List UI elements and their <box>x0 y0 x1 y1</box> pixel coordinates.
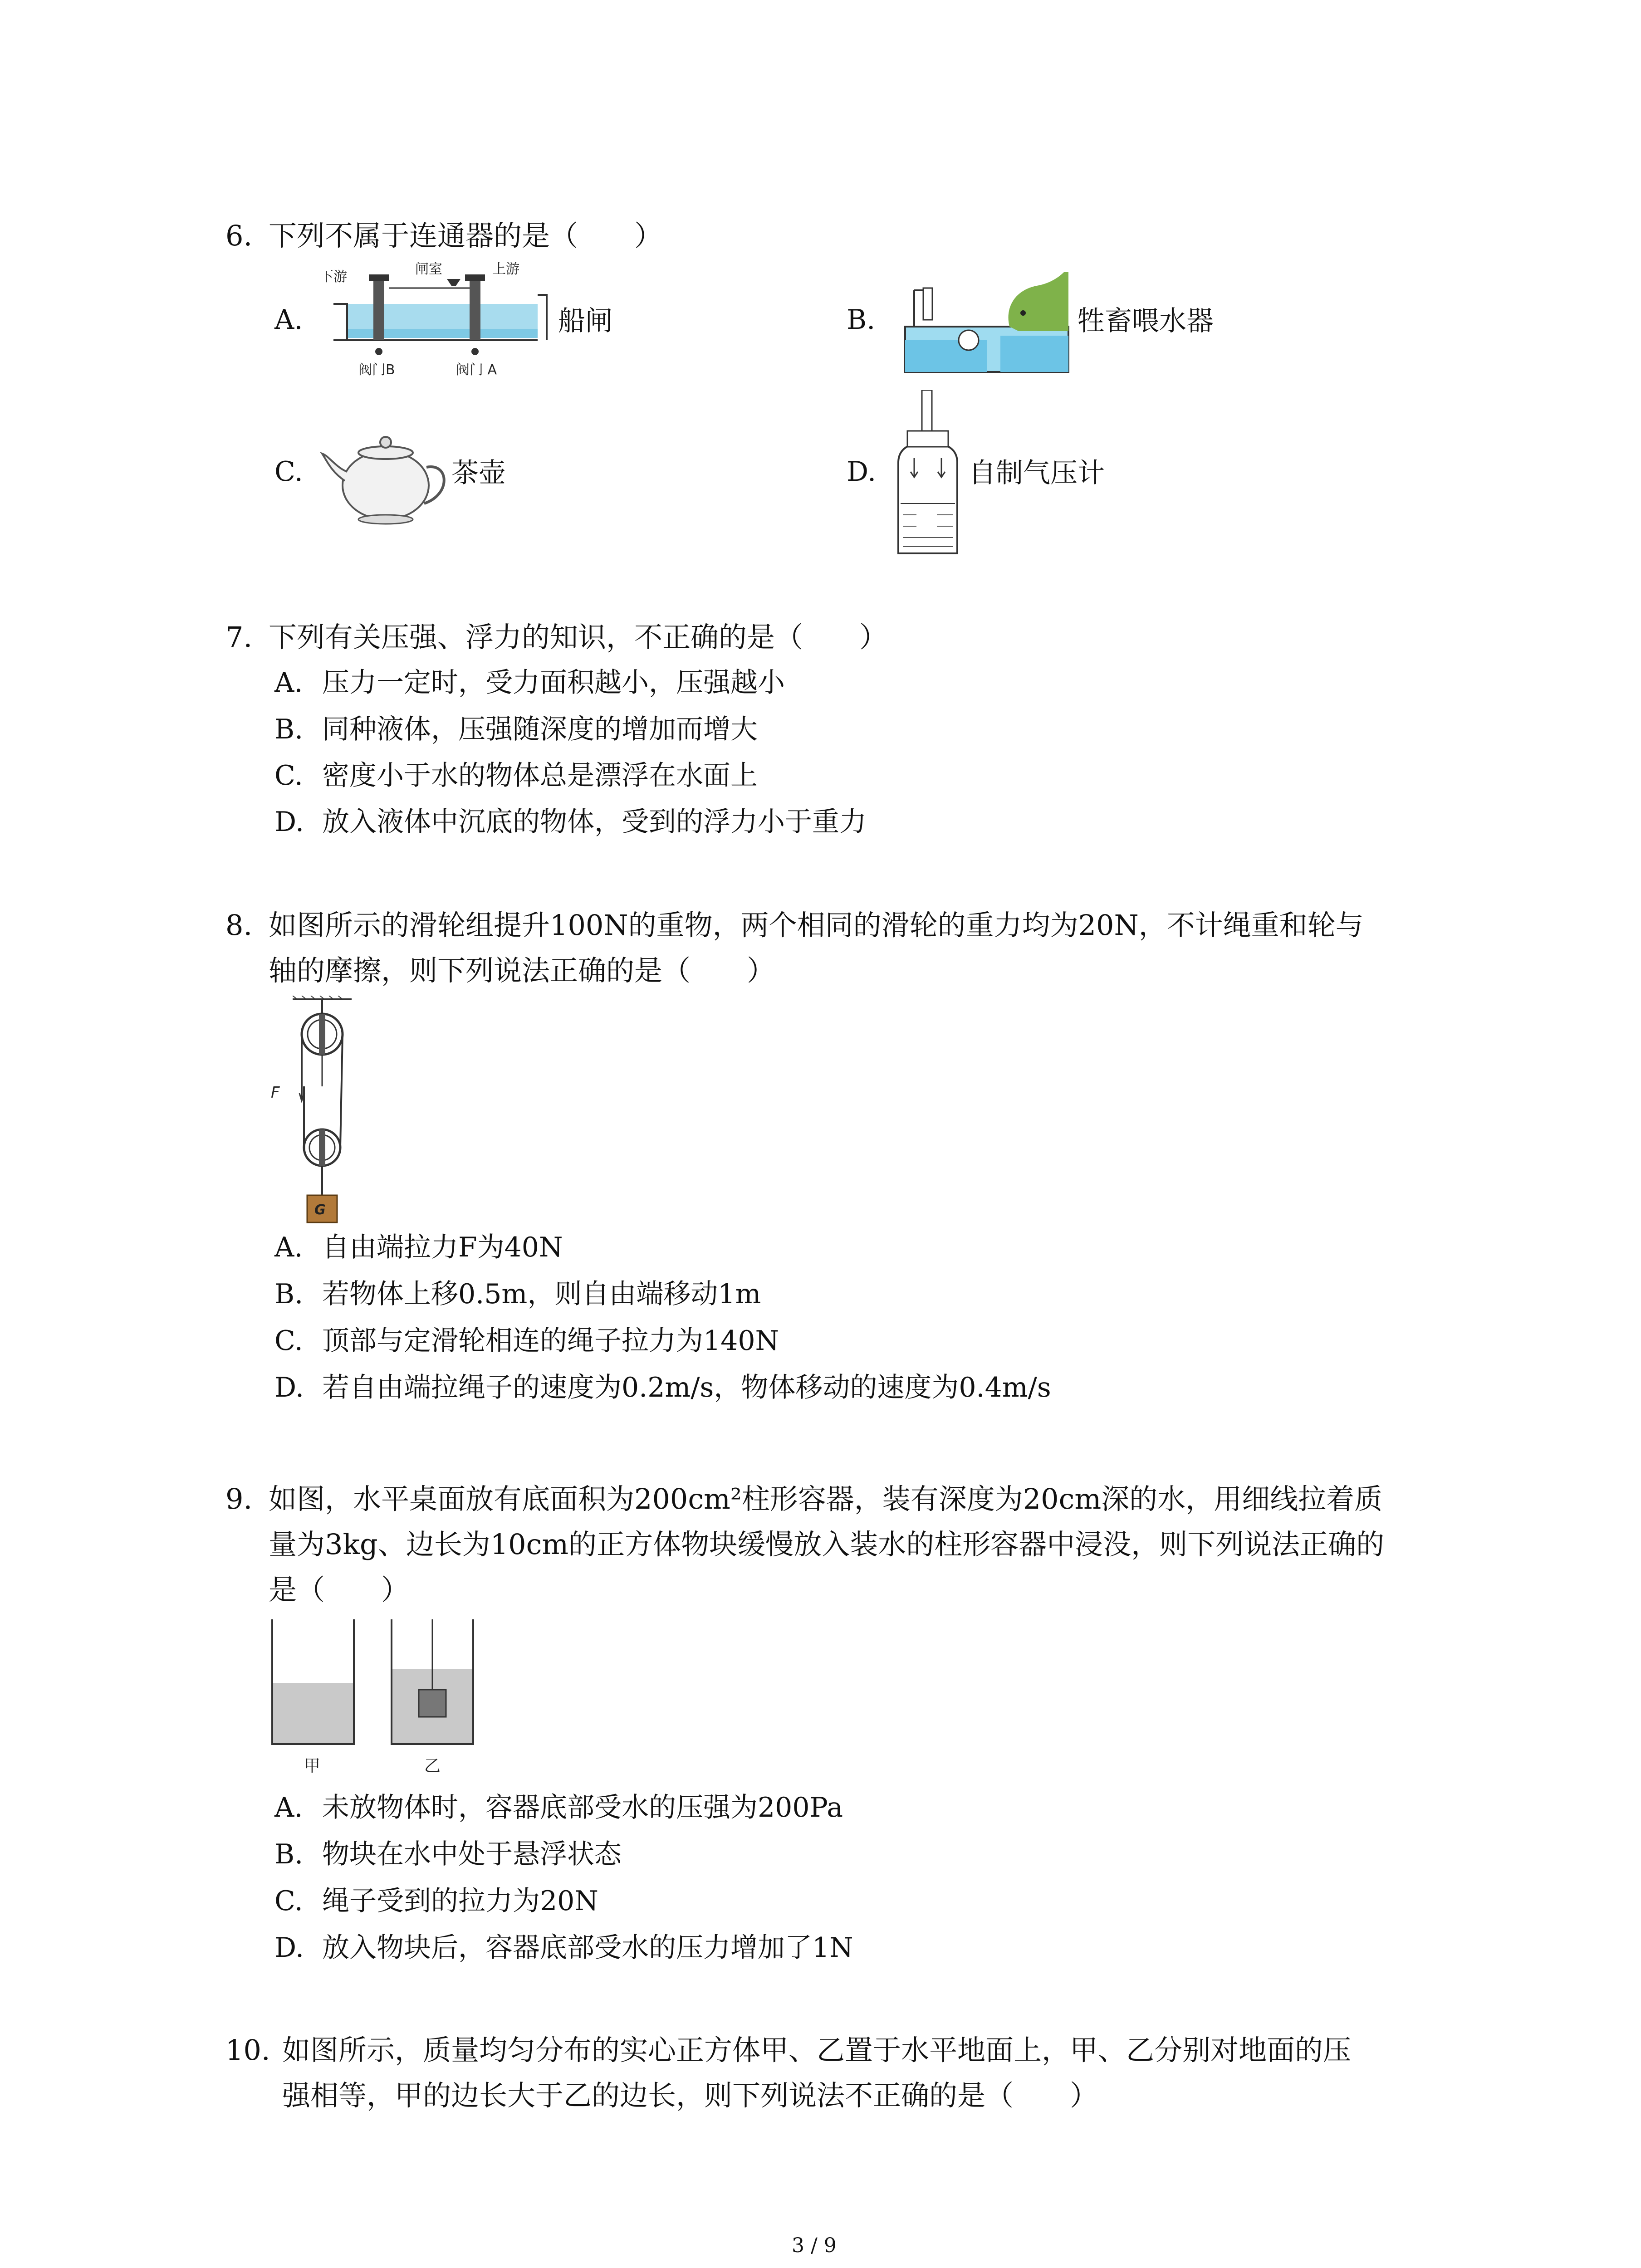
option-letter: D. <box>274 806 304 838</box>
fig-label-valve-a: 阀门 A <box>456 362 497 378</box>
q9-option-b <box>274 1832 622 1877</box>
option-letter: B. <box>847 304 876 336</box>
fig-label-lower: 下游 <box>320 269 347 285</box>
livestock-waterer-figure <box>901 272 1073 381</box>
question-text: 下列不属于连通器的是（ ） <box>269 219 663 252</box>
option-letter: B. <box>274 1838 304 1870</box>
q8-option-c <box>274 1318 779 1364</box>
q9-option-d <box>274 1925 853 1970</box>
option-text: 若物体上移0.5m，则自由端移动1m <box>322 1278 761 1310</box>
container-label-right: 乙 <box>424 1757 441 1775</box>
option-text: 顶部与定滑轮相连的绳子拉力为140N <box>322 1325 779 1357</box>
option-letter: D. <box>274 1932 304 1964</box>
fig-label-valve-b: 阀门B <box>358 362 395 378</box>
q9-option-a <box>274 1785 843 1830</box>
option-label: 船闸 <box>558 305 612 337</box>
option-text: 同种液体，压强随深度的增加而增大 <box>322 714 758 745</box>
containers-figure <box>265 1619 483 1783</box>
pulley-figure <box>265 996 365 1232</box>
option-text: 密度小于水的物体总是漂浮在水面上 <box>322 760 758 792</box>
option-letter: A. <box>274 1232 303 1263</box>
q7-option-d <box>274 799 867 845</box>
question-number: 8. <box>225 909 253 942</box>
page-number: 3 / 9 <box>792 2234 837 2257</box>
option-letter: C. <box>274 1885 303 1917</box>
option-letter: A. <box>274 1792 303 1823</box>
q7-option-b <box>274 707 758 752</box>
option-letter: D. <box>847 456 877 488</box>
question-text-line1: 如图所示的滑轮组提升100N的重物，两个相同的滑轮的重力均为20N，不计绳重和轮与 <box>269 909 1364 942</box>
option-text: 若自由端拉绳子的速度为0.2m/s，物体移动的速度为0.4m/s <box>322 1372 1051 1403</box>
option-letter: C. <box>274 1325 303 1357</box>
question-6 <box>225 213 663 259</box>
option-text: 绳子受到的拉力为20N <box>322 1885 598 1917</box>
option-letter: B. <box>274 714 304 745</box>
option-letter: A. <box>274 304 303 336</box>
force-label: F <box>271 1084 280 1102</box>
question-text-line2: 量为3kg、边长为10cm的正方体物块缓慢放入装水的柱形容器中浸没，则下列说法正确的 <box>269 1528 1385 1561</box>
question-text-line1: 如图所示，质量均匀分布的实心正方体甲、乙置于水平地面上，甲、乙分别对地面的压 <box>282 2033 1352 2067</box>
fig-label-upper: 上游 <box>492 261 519 277</box>
option-letter: A. <box>274 667 303 699</box>
question-number: 7. <box>225 621 253 654</box>
option-letter: C. <box>274 456 303 488</box>
teapot-figure <box>318 417 454 531</box>
q8-option-b <box>274 1271 761 1317</box>
option-text: 压力一定时，受力面积越小，压强越小 <box>322 667 785 699</box>
option-label: 牲畜喂水器 <box>1078 305 1214 337</box>
question-text-line1: 如图，水平桌面放有底面积为200cm²柱形容器，装有深度为20cm深的水，用细线拉着质 <box>269 1482 1383 1515</box>
question-number: 9. <box>225 1482 253 1515</box>
question-7 <box>225 615 888 660</box>
weight-label: G <box>314 1202 326 1218</box>
option-text: 放入物块后，容器底部受水的压力增加了1N <box>322 1932 853 1964</box>
barometer-figure <box>889 390 966 558</box>
q7-option-c <box>274 753 758 798</box>
question-text: 下列有关压强、浮力的知识，不正确的是（ ） <box>269 621 888 654</box>
option-text: 未放物体时，容器底部受水的压强为200Pa <box>322 1792 843 1823</box>
option-letter: D. <box>274 1372 304 1403</box>
q7-option-a <box>274 660 785 705</box>
option-label: 茶壶 <box>451 457 506 489</box>
ship-lock-figure <box>320 261 556 392</box>
q9-option-c <box>274 1878 598 1924</box>
container-label-left: 甲 <box>304 1757 321 1775</box>
option-letter: B. <box>274 1278 304 1310</box>
question-text-line3: 是（ ） <box>269 1573 410 1606</box>
fig-label-chamber: 闸室 <box>415 261 442 277</box>
question-number: 10. <box>225 2033 270 2067</box>
question-8 <box>225 903 1364 987</box>
question-9 <box>225 1476 1385 1606</box>
option-text: 自由端拉力F为40N <box>322 1232 563 1263</box>
question-10 <box>225 2028 1352 2112</box>
question-number: 6. <box>225 219 253 252</box>
option-text: 放入液体中沉底的物体，受到的浮力小于重力 <box>322 806 867 838</box>
question-text-line2: 强相等，甲的边长大于乙的边长，则下列说法不正确的是（ ） <box>282 2079 1098 2112</box>
q8-option-a <box>274 1225 563 1270</box>
option-text: 物块在水中处于悬浮状态 <box>322 1838 622 1870</box>
option-letter: C. <box>274 760 303 792</box>
q8-option-d <box>274 1365 1051 1410</box>
option-label: 自制气压计 <box>969 457 1105 489</box>
question-text-line2: 轴的摩擦，则下列说法正确的是（ ） <box>269 954 775 987</box>
